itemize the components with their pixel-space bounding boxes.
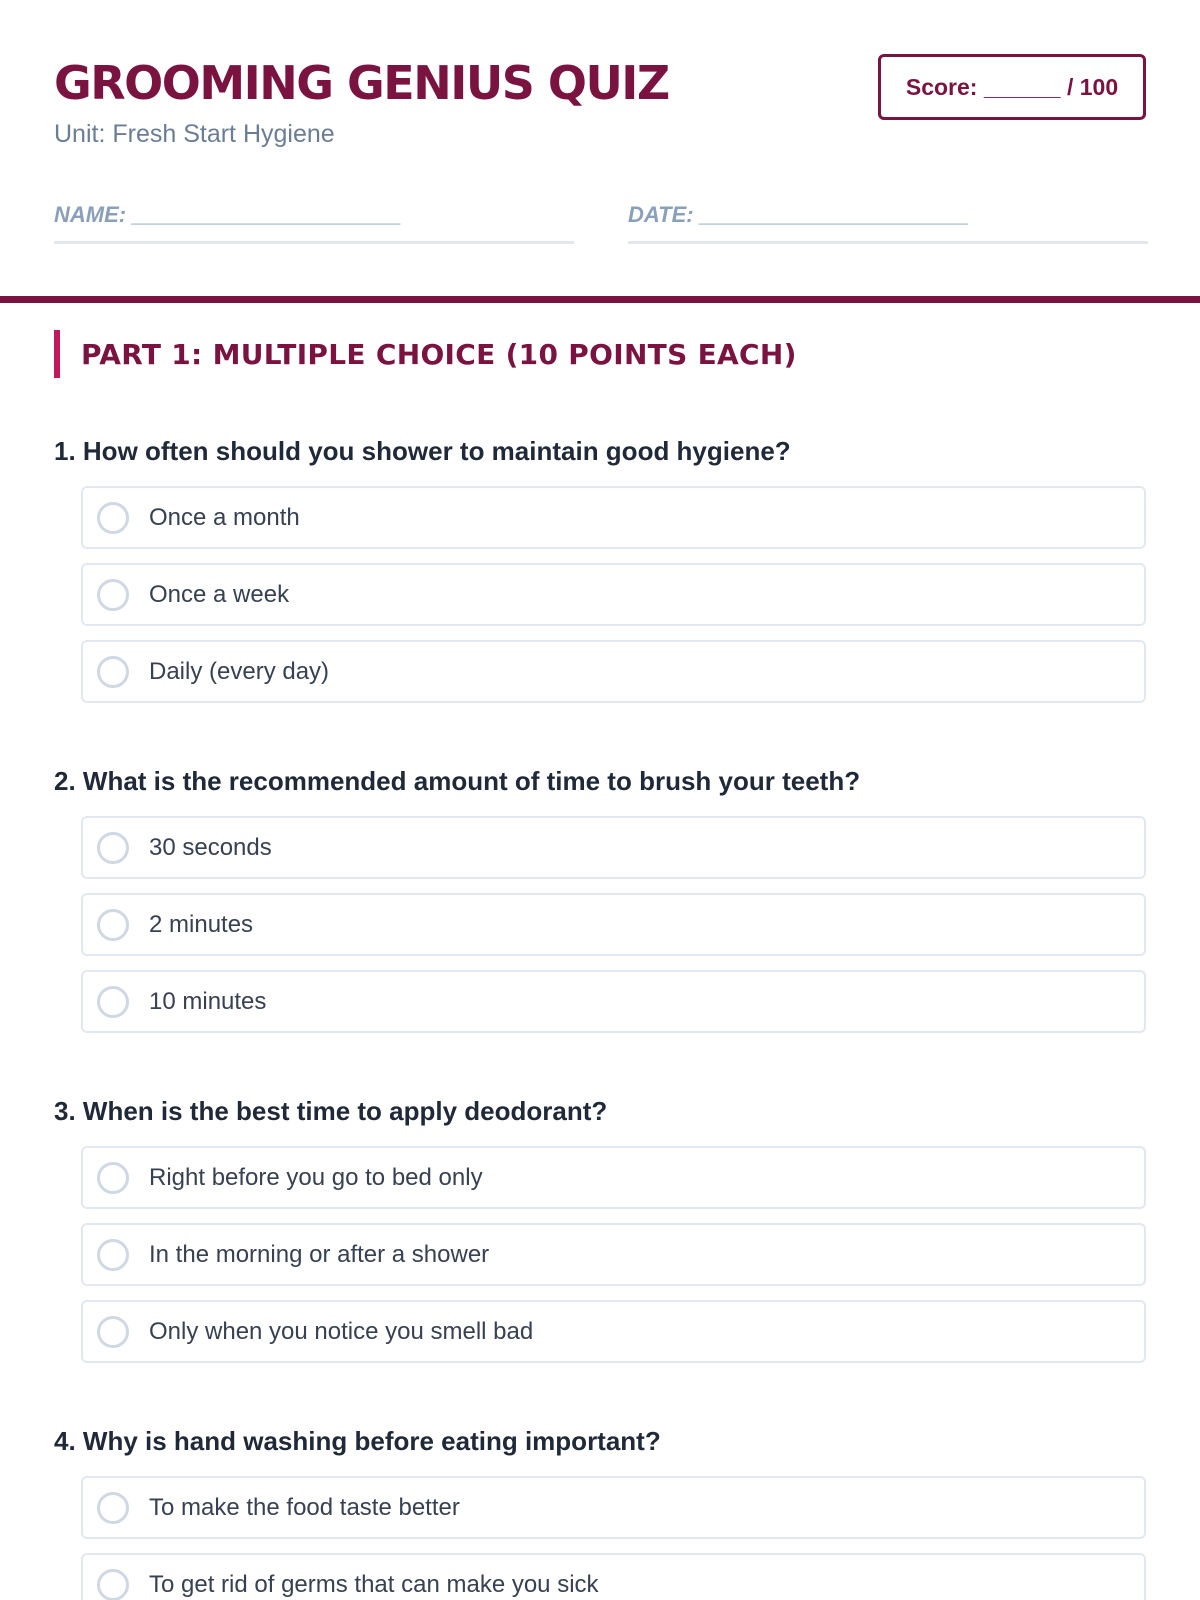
option-label: 30 seconds	[149, 833, 272, 861]
name-field[interactable]: NAME: ______________________	[54, 202, 574, 244]
option-label: Once a month	[149, 503, 300, 531]
answer-option[interactable]	[81, 1146, 1146, 1209]
radio-button[interactable]	[97, 832, 129, 864]
option-label: Daily (every day)	[149, 657, 330, 685]
option-label: Only when you notice you smell bad	[149, 1317, 534, 1345]
score-box: Score: ______ / 100	[878, 54, 1146, 120]
answer-option[interactable]	[81, 563, 1146, 626]
option-label: In the morning or after a shower	[149, 1240, 490, 1268]
question-block	[54, 1426, 1146, 1600]
header-divider	[0, 296, 1200, 303]
radio-button[interactable]	[97, 1162, 129, 1194]
option-label: To get rid of germs that can make you sick	[149, 1570, 599, 1598]
answer-option[interactable]	[81, 1553, 1146, 1600]
option-label: 2 minutes	[149, 910, 254, 938]
option-label: Once a week	[149, 580, 290, 608]
radio-button[interactable]	[97, 1239, 129, 1271]
question-text: 4. Why is hand washing before eating important?	[54, 1426, 661, 1456]
answer-option[interactable]	[81, 970, 1146, 1033]
radio-button[interactable]	[97, 502, 129, 534]
quiz-header	[54, 0, 1146, 300]
answer-option[interactable]	[81, 486, 1146, 549]
question-text: 1. How often should you shower to maintain good hygiene?	[54, 436, 791, 466]
radio-button[interactable]	[97, 986, 129, 1018]
date-field[interactable]: DATE: ______________________	[628, 202, 1148, 244]
radio-button[interactable]	[97, 1492, 129, 1524]
question-block	[54, 766, 1146, 1047]
radio-button[interactable]	[97, 1569, 129, 1600]
option-label: To make the food taste better	[149, 1493, 460, 1521]
answer-option[interactable]	[81, 640, 1146, 703]
radio-button[interactable]	[97, 579, 129, 611]
question-block	[54, 436, 1146, 717]
section-heading: PART 1: MULTIPLE CHOICE (10 POINTS EACH)	[54, 330, 797, 378]
radio-button[interactable]	[97, 656, 129, 688]
question-text: 2. What is the recommended amount of time to brush your teeth?	[54, 766, 861, 796]
radio-button[interactable]	[97, 1316, 129, 1348]
unit-subtitle: Unit: Fresh Start Hygiene	[54, 120, 335, 148]
answer-option[interactable]	[81, 1300, 1146, 1363]
answer-option[interactable]	[81, 816, 1146, 879]
answer-option[interactable]	[81, 1476, 1146, 1539]
question-text: 3. When is the best time to apply deodorant?	[54, 1096, 608, 1126]
question-block	[54, 1096, 1146, 1377]
answer-option[interactable]	[81, 893, 1146, 956]
radio-button[interactable]	[97, 909, 129, 941]
quiz-title: GROOMING GENIUS QUIZ	[54, 56, 669, 110]
option-label: 10 minutes	[149, 987, 267, 1015]
option-label: Right before you go to bed only	[149, 1163, 483, 1191]
answer-option[interactable]	[81, 1223, 1146, 1286]
